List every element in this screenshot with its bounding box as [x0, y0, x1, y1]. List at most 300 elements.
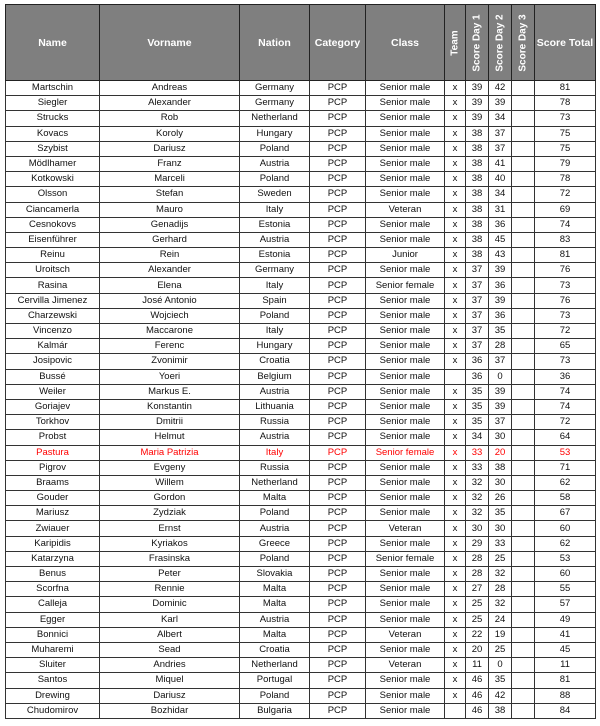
cell-team: x — [445, 536, 466, 551]
cell-day2: 24 — [489, 612, 512, 627]
cell-category: PCP — [310, 263, 366, 278]
cell-total: 58 — [535, 491, 596, 506]
cell-day1: 20 — [466, 642, 489, 657]
cell-vorname: Maria Patrizia — [100, 445, 240, 460]
cell-name: Mödlhamer — [6, 156, 100, 171]
cell-nation: Netherland — [240, 475, 310, 490]
cell-day3 — [512, 202, 535, 217]
cell-day3 — [512, 384, 535, 399]
cell-day1: 38 — [466, 156, 489, 171]
cell-day3 — [512, 460, 535, 475]
cell-total: 60 — [535, 567, 596, 582]
table-row — [6, 703, 596, 718]
cell-category: PCP — [310, 202, 366, 217]
cell-day3 — [512, 141, 535, 156]
cell-name: Siegler — [6, 96, 100, 111]
cell-team: x — [445, 551, 466, 566]
cell-day2: 35 — [489, 324, 512, 339]
cell-class: Senior male — [366, 582, 445, 597]
cell-day2: 19 — [489, 627, 512, 642]
cell-category: PCP — [310, 308, 366, 323]
cell-class: Veteran — [366, 202, 445, 217]
cell-day1: 37 — [466, 293, 489, 308]
cell-day1: 35 — [466, 399, 489, 414]
cell-vorname: Ernst — [100, 521, 240, 536]
cell-team: x — [445, 126, 466, 141]
cell-vorname: Wojciech — [100, 308, 240, 323]
cell-category: PCP — [310, 96, 366, 111]
table-row — [6, 202, 596, 217]
cell-class: Senior male — [366, 567, 445, 582]
cell-team: x — [445, 141, 466, 156]
cell-name: Martschin — [6, 81, 100, 96]
cell-team: x — [445, 627, 466, 642]
cell-name: Ciancamerla — [6, 202, 100, 217]
cell-total: 81 — [535, 673, 596, 688]
cell-nation: Germany — [240, 263, 310, 278]
cell-day3 — [512, 491, 535, 506]
cell-category: PCP — [310, 567, 366, 582]
cell-total: 81 — [535, 248, 596, 263]
cell-name: Cervilla Jimenez — [6, 293, 100, 308]
cell-team — [445, 703, 466, 718]
cell-day3 — [512, 217, 535, 232]
cell-category: PCP — [310, 430, 366, 445]
cell-team: x — [445, 263, 466, 278]
cell-category: PCP — [310, 475, 366, 490]
cell-day1: 32 — [466, 506, 489, 521]
cell-day1: 34 — [466, 430, 489, 445]
cell-day3 — [512, 475, 535, 490]
cell-day3 — [512, 551, 535, 566]
header-class: Class — [366, 5, 445, 81]
cell-name: Pastura — [6, 445, 100, 460]
cell-nation: Belgium — [240, 369, 310, 384]
cell-team: x — [445, 445, 466, 460]
cell-category: PCP — [310, 172, 366, 187]
cell-team: x — [445, 156, 466, 171]
cell-total: 74 — [535, 384, 596, 399]
cell-category: PCP — [310, 582, 366, 597]
cell-name: Bussé — [6, 369, 100, 384]
cell-team: x — [445, 217, 466, 232]
cell-day2: 37 — [489, 354, 512, 369]
cell-name: Gouder — [6, 491, 100, 506]
cell-day2: 0 — [489, 658, 512, 673]
cell-day1: 46 — [466, 688, 489, 703]
cell-total: 69 — [535, 202, 596, 217]
cell-total: 81 — [535, 81, 596, 96]
cell-class: Senior male — [366, 384, 445, 399]
table-row — [6, 217, 596, 232]
cell-vorname: José Antonio — [100, 293, 240, 308]
cell-name: Probst — [6, 430, 100, 445]
table-row — [6, 430, 596, 445]
cell-total: 55 — [535, 582, 596, 597]
cell-class: Senior male — [366, 673, 445, 688]
header-vorname: Vorname — [100, 5, 240, 81]
cell-day2: 30 — [489, 521, 512, 536]
cell-nation: Germany — [240, 96, 310, 111]
cell-category: PCP — [310, 324, 366, 339]
cell-vorname: Dmitrii — [100, 415, 240, 430]
cell-category: PCP — [310, 354, 366, 369]
table-row — [6, 141, 596, 156]
cell-name: Reinu — [6, 248, 100, 263]
table-row — [6, 551, 596, 566]
cell-vorname: Rein — [100, 248, 240, 263]
cell-day1: 37 — [466, 324, 489, 339]
cell-day1: 32 — [466, 491, 489, 506]
cell-vorname: Genadijs — [100, 217, 240, 232]
table-row — [6, 658, 596, 673]
cell-nation: Austria — [240, 521, 310, 536]
cell-day2: 38 — [489, 703, 512, 718]
cell-name: Weiler — [6, 384, 100, 399]
cell-day2: 38 — [489, 460, 512, 475]
cell-nation: Poland — [240, 141, 310, 156]
cell-nation: Austria — [240, 232, 310, 247]
table-row — [6, 460, 596, 475]
cell-day2: 36 — [489, 217, 512, 232]
cell-day3 — [512, 445, 535, 460]
cell-nation: Poland — [240, 506, 310, 521]
cell-class: Senior male — [366, 308, 445, 323]
cell-nation: Poland — [240, 308, 310, 323]
cell-day2: 28 — [489, 582, 512, 597]
cell-class: Senior male — [366, 369, 445, 384]
cell-total: 76 — [535, 263, 596, 278]
cell-class: Senior male — [366, 612, 445, 627]
cell-category: PCP — [310, 156, 366, 171]
cell-day2: 42 — [489, 688, 512, 703]
cell-nation: Poland — [240, 172, 310, 187]
cell-total: 74 — [535, 217, 596, 232]
cell-day2: 45 — [489, 232, 512, 247]
cell-total: 88 — [535, 688, 596, 703]
cell-day3 — [512, 354, 535, 369]
cell-class: Senior male — [366, 172, 445, 187]
cell-vorname: Albert — [100, 627, 240, 642]
cell-vorname: Miquel — [100, 673, 240, 688]
cell-total: 72 — [535, 187, 596, 202]
cell-day2: 39 — [489, 399, 512, 414]
cell-vorname: Alexander — [100, 96, 240, 111]
cell-nation: Italy — [240, 278, 310, 293]
cell-team: x — [445, 688, 466, 703]
cell-vorname: Bozhidar — [100, 703, 240, 718]
cell-total: 53 — [535, 445, 596, 460]
cell-total: 76 — [535, 293, 596, 308]
cell-total: 49 — [535, 612, 596, 627]
cell-nation: Austria — [240, 430, 310, 445]
cell-day3 — [512, 172, 535, 187]
cell-total: 72 — [535, 415, 596, 430]
cell-category: PCP — [310, 688, 366, 703]
table-row — [6, 126, 596, 141]
cell-team: x — [445, 475, 466, 490]
cell-team: x — [445, 430, 466, 445]
cell-total: 71 — [535, 460, 596, 475]
cell-day1: 38 — [466, 232, 489, 247]
table-row — [6, 491, 596, 506]
cell-day2: 39 — [489, 384, 512, 399]
cell-day2: 34 — [489, 111, 512, 126]
cell-vorname: Dariusz — [100, 141, 240, 156]
cell-day3 — [512, 658, 535, 673]
table-row — [6, 642, 596, 657]
cell-day1: 11 — [466, 658, 489, 673]
cell-class: Senior male — [366, 475, 445, 490]
cell-total: 75 — [535, 141, 596, 156]
cell-class: Senior female — [366, 551, 445, 566]
cell-name: Braams — [6, 475, 100, 490]
cell-day3 — [512, 308, 535, 323]
cell-name: Karipidis — [6, 536, 100, 551]
cell-day1: 33 — [466, 460, 489, 475]
cell-class: Senior male — [366, 81, 445, 96]
cell-nation: Sweden — [240, 187, 310, 202]
cell-team — [445, 369, 466, 384]
cell-category: PCP — [310, 673, 366, 688]
table-row — [6, 308, 596, 323]
cell-vorname: Peter — [100, 567, 240, 582]
table-row — [6, 263, 596, 278]
cell-class: Junior — [366, 248, 445, 263]
header-score-day-2-label: Score Day 2 — [494, 13, 506, 72]
cell-vorname: Zydziak — [100, 506, 240, 521]
table-row — [6, 475, 596, 490]
cell-team: x — [445, 232, 466, 247]
cell-category: PCP — [310, 293, 366, 308]
cell-day1: 30 — [466, 521, 489, 536]
cell-day3 — [512, 339, 535, 354]
cell-nation: Estonia — [240, 248, 310, 263]
cell-class: Senior male — [366, 491, 445, 506]
cell-day3 — [512, 369, 535, 384]
cell-class: Senior male — [366, 339, 445, 354]
cell-category: PCP — [310, 445, 366, 460]
cell-team: x — [445, 567, 466, 582]
cell-day1: 38 — [466, 141, 489, 156]
cell-name: Pigrov — [6, 460, 100, 475]
cell-class: Senior male — [366, 96, 445, 111]
cell-vorname: Dominic — [100, 597, 240, 612]
cell-nation: Lithuania — [240, 399, 310, 414]
cell-vorname: Yoeri — [100, 369, 240, 384]
cell-total: 36 — [535, 369, 596, 384]
cell-day2: 41 — [489, 156, 512, 171]
table-row — [6, 415, 596, 430]
cell-category: PCP — [310, 111, 366, 126]
cell-category: PCP — [310, 551, 366, 566]
table-row — [6, 627, 596, 642]
cell-day1: 25 — [466, 597, 489, 612]
cell-name: Szybist — [6, 141, 100, 156]
cell-total: 65 — [535, 339, 596, 354]
cell-total: 73 — [535, 354, 596, 369]
cell-day3 — [512, 688, 535, 703]
cell-day2: 37 — [489, 415, 512, 430]
table-row — [6, 673, 596, 688]
cell-day3 — [512, 324, 535, 339]
cell-category: PCP — [310, 399, 366, 414]
cell-total: 62 — [535, 536, 596, 551]
cell-class: Senior female — [366, 278, 445, 293]
cell-day2: 40 — [489, 172, 512, 187]
cell-day1: 39 — [466, 111, 489, 126]
cell-vorname: Stefan — [100, 187, 240, 202]
cell-team: x — [445, 187, 466, 202]
cell-category: PCP — [310, 612, 366, 627]
cell-day2: 32 — [489, 597, 512, 612]
cell-total: 78 — [535, 96, 596, 111]
cell-day1: 32 — [466, 475, 489, 490]
cell-category: PCP — [310, 627, 366, 642]
cell-team: x — [445, 339, 466, 354]
cell-total: 67 — [535, 506, 596, 521]
cell-name: Strucks — [6, 111, 100, 126]
cell-day1: 37 — [466, 278, 489, 293]
cell-day1: 28 — [466, 551, 489, 566]
cell-vorname: Gordon — [100, 491, 240, 506]
cell-day2: 20 — [489, 445, 512, 460]
table-row — [6, 324, 596, 339]
cell-team: x — [445, 324, 466, 339]
cell-class: Senior male — [366, 263, 445, 278]
cell-day3 — [512, 430, 535, 445]
cell-day3 — [512, 156, 535, 171]
table-row — [6, 445, 596, 460]
cell-vorname: Evgeny — [100, 460, 240, 475]
cell-day2: 30 — [489, 430, 512, 445]
cell-name: Chudomirov — [6, 703, 100, 718]
cell-day2: 42 — [489, 81, 512, 96]
cell-team: x — [445, 96, 466, 111]
cell-category: PCP — [310, 141, 366, 156]
cell-day2: 43 — [489, 248, 512, 263]
cell-day1: 33 — [466, 445, 489, 460]
cell-team: x — [445, 673, 466, 688]
cell-vorname: Ferenc — [100, 339, 240, 354]
cell-category: PCP — [310, 217, 366, 232]
cell-vorname: Zvonimir — [100, 354, 240, 369]
cell-name: Kalmár — [6, 339, 100, 354]
cell-category: PCP — [310, 232, 366, 247]
cell-day2: 0 — [489, 369, 512, 384]
table-row — [6, 369, 596, 384]
cell-vorname: Karl — [100, 612, 240, 627]
cell-day3 — [512, 126, 535, 141]
cell-name: Torkhov — [6, 415, 100, 430]
cell-nation: Italy — [240, 445, 310, 460]
table-row — [6, 521, 596, 536]
cell-name: Kotkowski — [6, 172, 100, 187]
cell-team: x — [445, 582, 466, 597]
cell-day3 — [512, 415, 535, 430]
cell-day3 — [512, 536, 535, 551]
header-score-day-1 — [466, 5, 489, 81]
header-category: Category — [310, 5, 366, 81]
cell-day1: 37 — [466, 263, 489, 278]
cell-name: Santos — [6, 673, 100, 688]
cell-nation: Russia — [240, 460, 310, 475]
cell-team: x — [445, 293, 466, 308]
table-row — [6, 612, 596, 627]
table-row — [6, 354, 596, 369]
cell-day1: 46 — [466, 703, 489, 718]
cell-day2: 31 — [489, 202, 512, 217]
cell-class: Senior male — [366, 460, 445, 475]
cell-day1: 39 — [466, 96, 489, 111]
cell-vorname: Sead — [100, 642, 240, 657]
cell-day2: 30 — [489, 475, 512, 490]
header-nation: Nation — [240, 5, 310, 81]
cell-name: Scorfna — [6, 582, 100, 597]
table-row — [6, 339, 596, 354]
cell-name: Josipovic — [6, 354, 100, 369]
cell-vorname: Mauro — [100, 202, 240, 217]
cell-name: Muharemi — [6, 642, 100, 657]
cell-day2: 36 — [489, 278, 512, 293]
cell-team: x — [445, 354, 466, 369]
cell-total: 83 — [535, 232, 596, 247]
cell-name: Katarzyna — [6, 551, 100, 566]
cell-total: 73 — [535, 111, 596, 126]
cell-vorname: Frasinska — [100, 551, 240, 566]
cell-name: Olsson — [6, 187, 100, 202]
table-row — [6, 96, 596, 111]
cell-team: x — [445, 506, 466, 521]
cell-vorname: Helmut — [100, 430, 240, 445]
cell-name: Egger — [6, 612, 100, 627]
cell-team: x — [445, 308, 466, 323]
cell-team: x — [445, 202, 466, 217]
table-row — [6, 506, 596, 521]
header-name: Name — [6, 5, 100, 81]
cell-day1: 38 — [466, 172, 489, 187]
cell-class: Senior male — [366, 399, 445, 414]
results-body — [6, 81, 596, 719]
cell-class: Senior male — [366, 597, 445, 612]
header-score-day-1-label: Score Day 1 — [471, 13, 483, 72]
cell-team: x — [445, 278, 466, 293]
cell-vorname: Gerhard — [100, 232, 240, 247]
table-row — [6, 278, 596, 293]
cell-nation: Austria — [240, 612, 310, 627]
cell-name: Mariusz — [6, 506, 100, 521]
cell-class: Senior male — [366, 642, 445, 657]
cell-class: Senior male — [366, 156, 445, 171]
table-row — [6, 187, 596, 202]
cell-day2: 35 — [489, 673, 512, 688]
cell-total: 11 — [535, 658, 596, 673]
cell-name: Benus — [6, 567, 100, 582]
cell-day3 — [512, 278, 535, 293]
cell-total: 64 — [535, 430, 596, 445]
cell-nation: Poland — [240, 688, 310, 703]
cell-day1: 46 — [466, 673, 489, 688]
cell-class: Senior male — [366, 506, 445, 521]
cell-nation: Bulgaria — [240, 703, 310, 718]
table-row — [6, 232, 596, 247]
table-row — [6, 582, 596, 597]
cell-name: Bonnici — [6, 627, 100, 642]
cell-nation: Netherland — [240, 658, 310, 673]
cell-team: x — [445, 415, 466, 430]
cell-vorname: Marceli — [100, 172, 240, 187]
cell-day2: 39 — [489, 96, 512, 111]
